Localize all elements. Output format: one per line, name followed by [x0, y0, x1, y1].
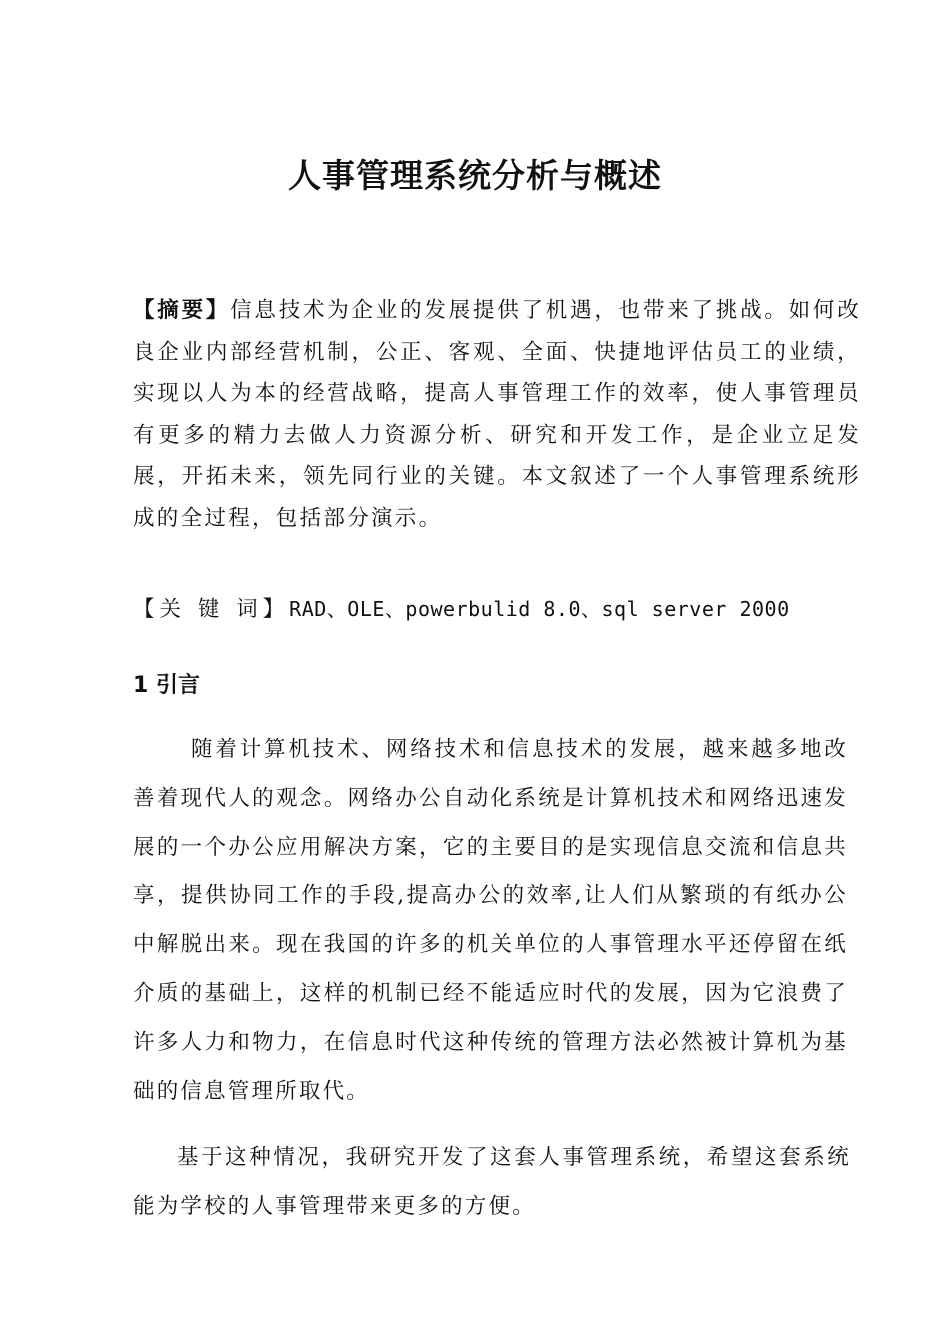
abstract-text: 信息技术为企业的发展提供了机遇，也带来了挑战。如何改良企业内部经营机制，公正、客观、全面、快捷地评估员工的业绩，实现以人为本的经营战略，提高人事管理工作的效率，使人事管理员有更多的精力去做人力资源分析、研究和开发工作，是企业立足发展，开拓未来，领先同行业的关键。本文叙述了一个人事管理系统形成的全过程，包括部分演示。	[133, 298, 861, 531]
keywords-line	[133, 589, 790, 631]
section-heading-introduction: 1 引言	[133, 673, 200, 698]
keywords-text: RAD、OLE、powerbulid 8.0、sql server 2000	[289, 597, 790, 621]
document-title: 人事管理系统分析与概述	[288, 156, 662, 195]
abstract-paragraph	[133, 290, 861, 539]
introduction-paragraph-1: 随着计算机技术、网络技术和信息技术的发展，越来越多地改善着现代人的观念。网络办公自动化系统是计算机技术和网络迅速发展的一个办公应用解决方案，它的主要目的是实现信息交流和信息共享，提供协同工作的手段,提高办公的效率,让人们从繁琐的有纸办公中解脱出来。现在我国的许多的机关单位的人事管理水平还停留在纸介质的基础上，这样的机制已经不能适应时代的发展，因为它浪费了许多人力和物力，在信息时代这种传统的管理方法必然被计算机为基础的信息管理所取代。	[133, 737, 848, 1104]
keywords-label: 【关 键 词】	[133, 597, 290, 622]
abstract-label: 【摘要】	[133, 298, 231, 323]
introduction-paragraph-2: 基于这种情况，我研究开发了这套人事管理系统，希望这套系统能为学校的人事管理带来更多的方便。	[133, 1145, 851, 1219]
